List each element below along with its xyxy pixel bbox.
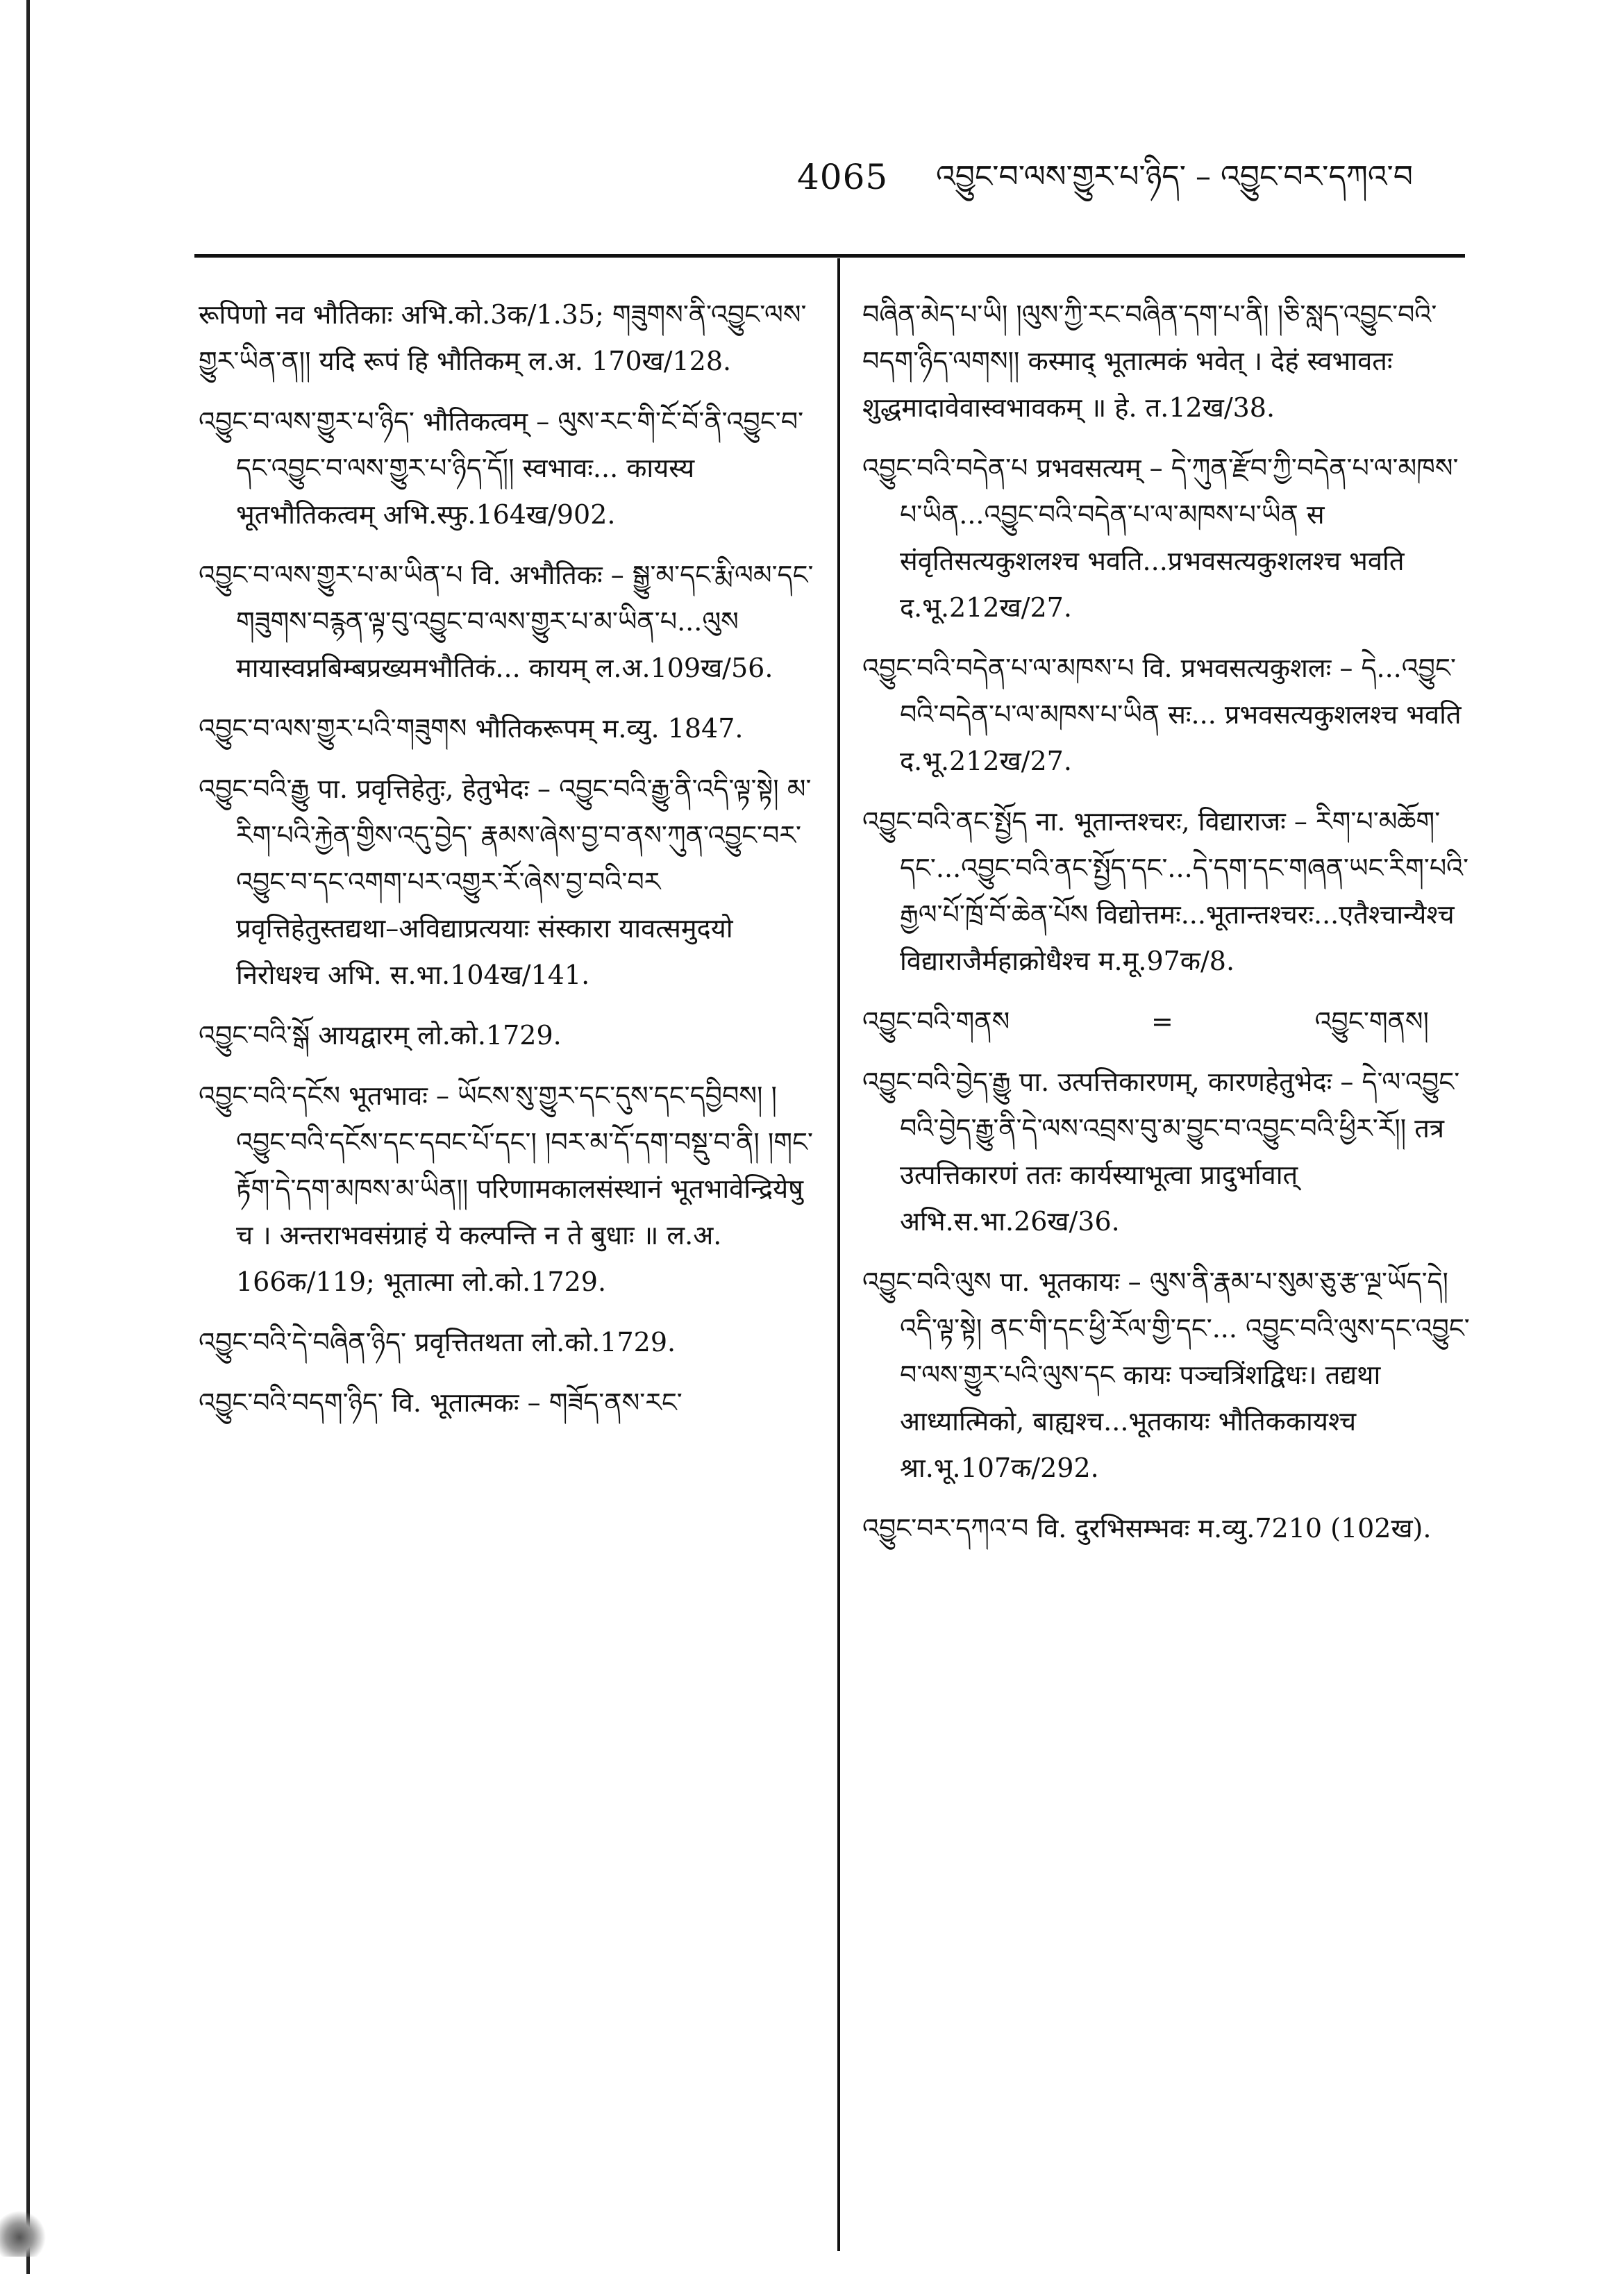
dictionary-entry: रूपिणो नव भौतिकाः अभि.को.3क/1.35; གཟུགས་ནི་འབྱུང་ལས་གྱུར་ཡིན་ན།། यदि रूपं हि भौतिकम् ल.अ. 170ख/128. [199,299,807,376]
dictionary-entry: འབྱུང་བའི་དེ་བཞིན་ཉིད་ प्रवृत्तितथता लो.को.1729. [199,1327,676,1357]
equals-sign: = [1151,1006,1173,1037]
dictionary-entry: འབྱུང་བའི་ནང་སྤྱོད ना. भूतान्तश्चरः, विद्याराजः – རིག་པ་མཆོག་དང་...འབྱུང་བའི་ནང་སྤྱོད་དང་...དེ་དག་དང་གཞན་ཡང་རིག་པའི་རྒྱལ་པོ་ཁྲོ་བོ་ཆེན་པོས विद्योत्तमः...भूतान्तश्चरः...एतैश्चान्यैश्च विद्याराजैर्महाक्रोधैश्च म.मू.97क/8. [862,806,1469,976]
dictionary-entry: འབྱུང་བ་ལས་གྱུར་པ་མ་ཡིན་པ वि. अभौतिकः – སྒྱུ་མ་དང་རྨི་ལམ་དང་གཟུགས་བརྙན་ལྟ་བུ་འབྱུང་བ་ལས་གྱུར་པ་མ་ཡིན་པ...ལུས मायास्वप्नबिम्बप्रख्यमभौतिकं... कायम् ल.अ.109ख/56. [199,560,814,683]
dictionary-entry: འབྱུང་བའི་བདེན་པ་ལ་མཁས་པ वि. प्रभवसत्यकुशलः – དེ...འབྱུང་བའི་བདེན་པ་ལ་མཁས་པ་ཡིན सः... प्रभवसत्यकुशलश्च भवति द.भू.212ख/27. [862,653,1462,776]
cross-reference-entry [862,998,1471,1045]
left-column [199,292,815,1440]
dictionary-entry: འབྱུང་བའི་བྱེད་རྒྱུ पा. उत्पत्तिकारणम्, कारणहेतुभेदः – དེ་ལ་འབྱུང་བའི་བྱེད་རྒྱུ་ནི་དེ་ལས་འབྲས་བུ་མ་བྱུང་བ་འབྱུང་བའི་ཕྱིར་རོ།། तत्र उत्पत्तिकारणं ततः कार्यस्याभूत्वा प्रादुर्भावात् अभि.स.भा.26ख/36. [862,1067,1460,1237]
dictionary-entry: འབྱུང་བ་ལས་གྱུར་པ་ཉིད་ भौतिकत्वम् – ལུས་རང་གི་ངོ་བོ་ནི་འབྱུང་བ་དང་འབྱུང་བ་ལས་གྱུར་པ་ཉིད་དོ།། स्वभावः... कायस्य भूतभौतिकत्वम् अभि.स्फु.164ख/902. [199,406,804,530]
right-column [862,292,1471,1566]
page-number: 4065 [797,157,889,197]
cross-reference-target: འབྱུང་གནས། [1314,1006,1429,1037]
cross-reference-headword: འབྱུང་བའི་གནས [862,1006,1010,1037]
dictionary-entry: འབྱུང་བར་དཀའ་བ वि. दुरभिसम्भवः म.व्यु.7210 (102ख). [862,1513,1432,1544]
header-rule [194,254,1465,258]
running-head: འབྱུང་བ་ལས་གྱུར་པ་ཉིད་ – འབྱུང་བར་དཀའ་བ [936,159,1414,194]
scan-corner-smudge [0,2208,49,2257]
dictionary-entry: འབྱུང་བའི་བདག་ཉིད་ वि. भूतात्मकः – གཟོད་ནས་རང་ [199,1387,683,1418]
scan-margin-line [26,0,30,2274]
dictionary-entry: འབྱུང་བའི་རྒྱུ पा. प्रवृत्तिहेतुः, हेतुभेदः – འབྱུང་བའི་རྒྱུ་ནི་འདི་ལྟ་སྟེ། མ་རིག་པའི་རྐྱེན་གྱིས་འདུ་བྱེད་ རྣམས་ཞེས་བྱ་བ་ནས་ཀུན་འབྱུང་བར་འབྱུང་བ་དང་འགག་པར་འགྱུར་རོ་ཞེས་བྱ་བའི་བར प्रवृत्तिहेतुस्तद्यथा–अविद्याप्रत्ययाः संस्कारा यावत्समुदयो निरोधश्च अभि. स.भा.104ख/141. [199,774,812,990]
dictionary-entry: འབྱུང་བའི་སྒོ आयद्वारम् लो.को.1729. [199,1020,562,1051]
dictionary-entry: འབྱུང་བའི་དངོས भूतभावः – ཡོངས་སུ་གྱུར་དང་དུས་དང་དབྱིབས། །འབྱུང་བའི་དངོས་དང་དབང་པོ་དང་། །བར་མ་དོ་དག་བསྡུ་བ་ནི། །གང་རྟོག་དེ་དག་མཁས་མ་ཡིན།། परिणामकालसंस्थानं भूतभावेन्द्रियेषु च । अन्तराभवसंग्राहं ये कल्पन्ति न ते बुधाः ॥ ल.अ. 166क/119; भूतात्मा लो.को.1729. [199,1080,813,1297]
dictionary-entry: འབྱུང་བའི་ལུས पा. भूतकायः – ལུས་ནི་རྣམ་པ་སུམ་ཅུ་རྩ་ལྔ་ཡོད་དེ། འདི་ལྟ་སྟེ། ནང་གི་དང་ཕྱི་རོལ་གྱི་དང་... འབྱུང་བའི་ལུས་དང་འབྱུང་བ་ལས་གྱུར་པའི་ལུས་དང कायः पञ्चत्रिंशद्विधः। तद्यथा आध्यात्मिको, बाह्यश्च...भूतकायः भौतिककायश्च श्रा.भू.107क/292. [862,1266,1470,1483]
column-divider [837,258,840,2251]
dictionary-entry: འབྱུང་བའི་བདེན་པ प्रभवसत्यम् – དེ་ཀུན་རྫོབ་ཀྱི་བདེན་པ་ལ་མཁས་པ་ཡིན...འབྱུང་བའི་བདེན་པ་ལ་མཁས་པ་ཡིན स संवृतिसत्यकुशलश्च भवति...प्रभवसत्यकुशलश्च भवति द.भू.212ख/27. [862,453,1459,623]
dictionary-entry: བཞིན་མེད་པ་ཡི། །ལུས་ཀྱི་རང་བཞིན་དག་པ་ནི། །ཅི་སླད་འབྱུང་བའི་བདག་ཉིད་ལགས།། कस्माद् भूतात्मकं भवेत् । देहं स्वभावतः शुद्धमादावेवास्वभावकम् ॥ हे. त.12ख/38. [862,299,1437,423]
dictionary-entry: འབྱུང་བ་ལས་གྱུར་པའི་གཟུགས भौतिकरूपम् म.व्यु. 1847. [199,713,744,744]
